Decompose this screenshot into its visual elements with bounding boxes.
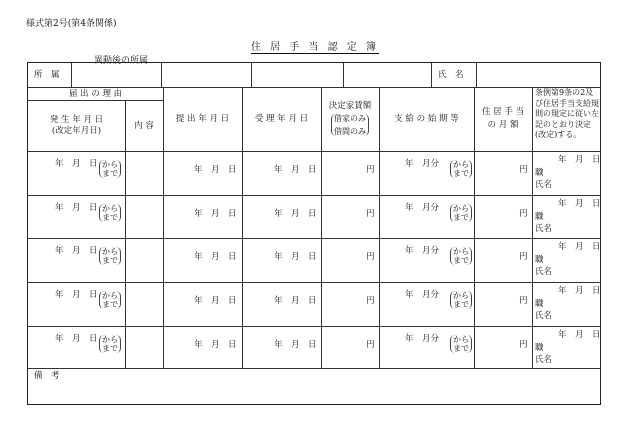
kara-text: から [453, 291, 469, 300]
kara-text: から [102, 204, 118, 213]
made-text: まで [102, 300, 118, 309]
kara-text: から [453, 204, 469, 213]
col-divider [379, 87, 380, 368]
submit-date-header: 提 出 年 月 日 [175, 114, 230, 124]
col-divider [242, 87, 243, 368]
kara-text: から [453, 247, 469, 256]
job-title-label: 職 [535, 255, 544, 265]
made-text: まで [102, 256, 118, 265]
rent-type-bracket [331, 114, 369, 136]
col-divider [125, 100, 126, 368]
kara-text: から [453, 160, 469, 169]
receive-date-ymd: 年 月 日 [274, 340, 317, 350]
decision-date-ymd: 年 月 日 [558, 155, 601, 165]
decision-date-ymd: 年 月 日 [558, 242, 601, 252]
col-divider [71, 63, 72, 87]
col-divider [161, 63, 162, 87]
col-divider [343, 63, 344, 87]
occur-date-sub-header: (改定年月日) [51, 126, 102, 136]
row-divider [28, 195, 600, 196]
rent-yen: 円 [366, 252, 375, 262]
person-name-label: 氏名 [535, 224, 553, 234]
rent-yen: 円 [366, 340, 375, 350]
decision-date-ymd: 年 月 日 [558, 330, 601, 340]
kara-text: から [102, 160, 118, 169]
job-title-label: 職 [535, 299, 544, 309]
form-frame [27, 62, 601, 405]
made-text: まで [453, 169, 469, 178]
col-divider [163, 87, 164, 368]
decision-date-ymd: 年 月 日 [558, 199, 601, 209]
submit-date-ymd: 年 月 日 [194, 209, 237, 219]
allowance-yen: 円 [519, 340, 528, 350]
rent-house-label: 借家のみ [334, 114, 366, 123]
rent-yen: 円 [366, 165, 375, 175]
from-to-bracket [99, 291, 121, 309]
made-text: まで [453, 213, 469, 222]
kara-text: から [453, 335, 469, 344]
occur-date-ymd: 年 月 日 [55, 246, 98, 256]
receive-date-ymd: 年 月 日 [274, 165, 317, 175]
occur-date-ymd: 年 月 日 [55, 159, 98, 169]
from-to-bracket [450, 291, 472, 309]
job-title-label: 職 [535, 168, 544, 178]
col-divider [251, 63, 252, 87]
made-text: まで [102, 169, 118, 178]
occur-date-ymd: 年 月 日 [55, 290, 98, 300]
decision-date-ymd: 年 月 日 [558, 286, 601, 296]
from-to-bracket [99, 247, 121, 265]
from-to-bracket [99, 204, 121, 222]
made-text: まで [102, 344, 118, 353]
from-to-bracket [450, 204, 472, 222]
pay-year-month: 年 月分 [405, 203, 440, 213]
col-divider [532, 87, 533, 368]
row-divider [28, 282, 600, 283]
kara-text: から [102, 291, 118, 300]
pay-year-month: 年 月分 [405, 159, 440, 169]
from-to-bracket [99, 335, 121, 353]
occur-date-ymd: 年 月 日 [55, 203, 98, 213]
from-to-bracket [99, 160, 121, 178]
from-to-bracket [450, 247, 472, 265]
row-divider [28, 87, 600, 88]
reason-header: 届 出 の 理 由 [68, 89, 123, 99]
allowance-header-2: の 月 額 [487, 120, 519, 130]
col-divider [476, 63, 477, 87]
receive-date-ymd: 年 月 日 [274, 252, 317, 262]
row-divider [28, 368, 600, 369]
person-name-label: 氏名 [535, 180, 553, 190]
content-header: 内 容 [134, 121, 154, 131]
allowance-yen: 円 [519, 209, 528, 219]
name-label: 氏 名 [438, 70, 464, 80]
after-transfer-dept-label: 異動後の所属 [94, 56, 149, 66]
row-divider [28, 151, 600, 152]
rent-room-label: 借間のみ [334, 127, 366, 136]
rent-yen: 円 [366, 209, 375, 219]
rent-yen: 円 [366, 296, 375, 306]
occur-date-ymd: 年 月 日 [55, 334, 98, 344]
page-title: 住 居 手 当 認 定 簿 [250, 42, 380, 53]
remarks-label: 備 考 [34, 371, 60, 381]
person-name-label: 氏名 [535, 355, 553, 365]
job-title-label: 職 [535, 212, 544, 222]
dept-label: 所 属 [34, 70, 60, 80]
submit-date-ymd: 年 月 日 [194, 340, 237, 350]
decision-text: 条例第9条の2及び住居手当支給規則の規定に従い左記のとおり決定(改定)する。 [535, 88, 599, 139]
person-name-label: 氏名 [535, 311, 553, 321]
pay-year-month: 年 月分 [405, 290, 440, 300]
occur-date-header: 発 生 年 月 日 [49, 115, 104, 125]
row-divider [28, 238, 600, 239]
col-divider [431, 63, 432, 87]
from-to-bracket [450, 335, 472, 353]
receive-date-ymd: 年 月 日 [274, 296, 317, 306]
job-title-label: 職 [535, 343, 544, 353]
kara-text: から [102, 335, 118, 344]
rent-header: 決定家賃額 [328, 101, 372, 111]
allowance-yen: 円 [519, 252, 528, 262]
kara-text: から [102, 247, 118, 256]
submit-date-ymd: 年 月 日 [194, 296, 237, 306]
col-divider [321, 87, 322, 368]
allowance-yen: 円 [519, 296, 528, 306]
submit-date-ymd: 年 月 日 [194, 165, 237, 175]
allowance-header-1: 住 居 手 当 [481, 107, 525, 117]
form-number-label: 様式第2号(第4条関係) [26, 19, 117, 29]
from-to-bracket [450, 160, 472, 178]
made-text: まで [453, 256, 469, 265]
pay-period-header: 支 給 の 始 期 等 [394, 114, 459, 124]
row-divider [28, 100, 163, 101]
receive-date-header: 受 理 年 月 日 [254, 114, 309, 124]
person-name-label: 氏名 [535, 267, 553, 277]
receive-date-ymd: 年 月 日 [274, 209, 317, 219]
made-text: まで [453, 344, 469, 353]
submit-date-ymd: 年 月 日 [194, 252, 237, 262]
row-divider [28, 326, 600, 327]
allowance-yen: 円 [519, 165, 528, 175]
pay-year-month: 年 月分 [405, 246, 440, 256]
pay-year-month: 年 月分 [405, 334, 440, 344]
made-text: まで [453, 300, 469, 309]
made-text: まで [102, 213, 118, 222]
